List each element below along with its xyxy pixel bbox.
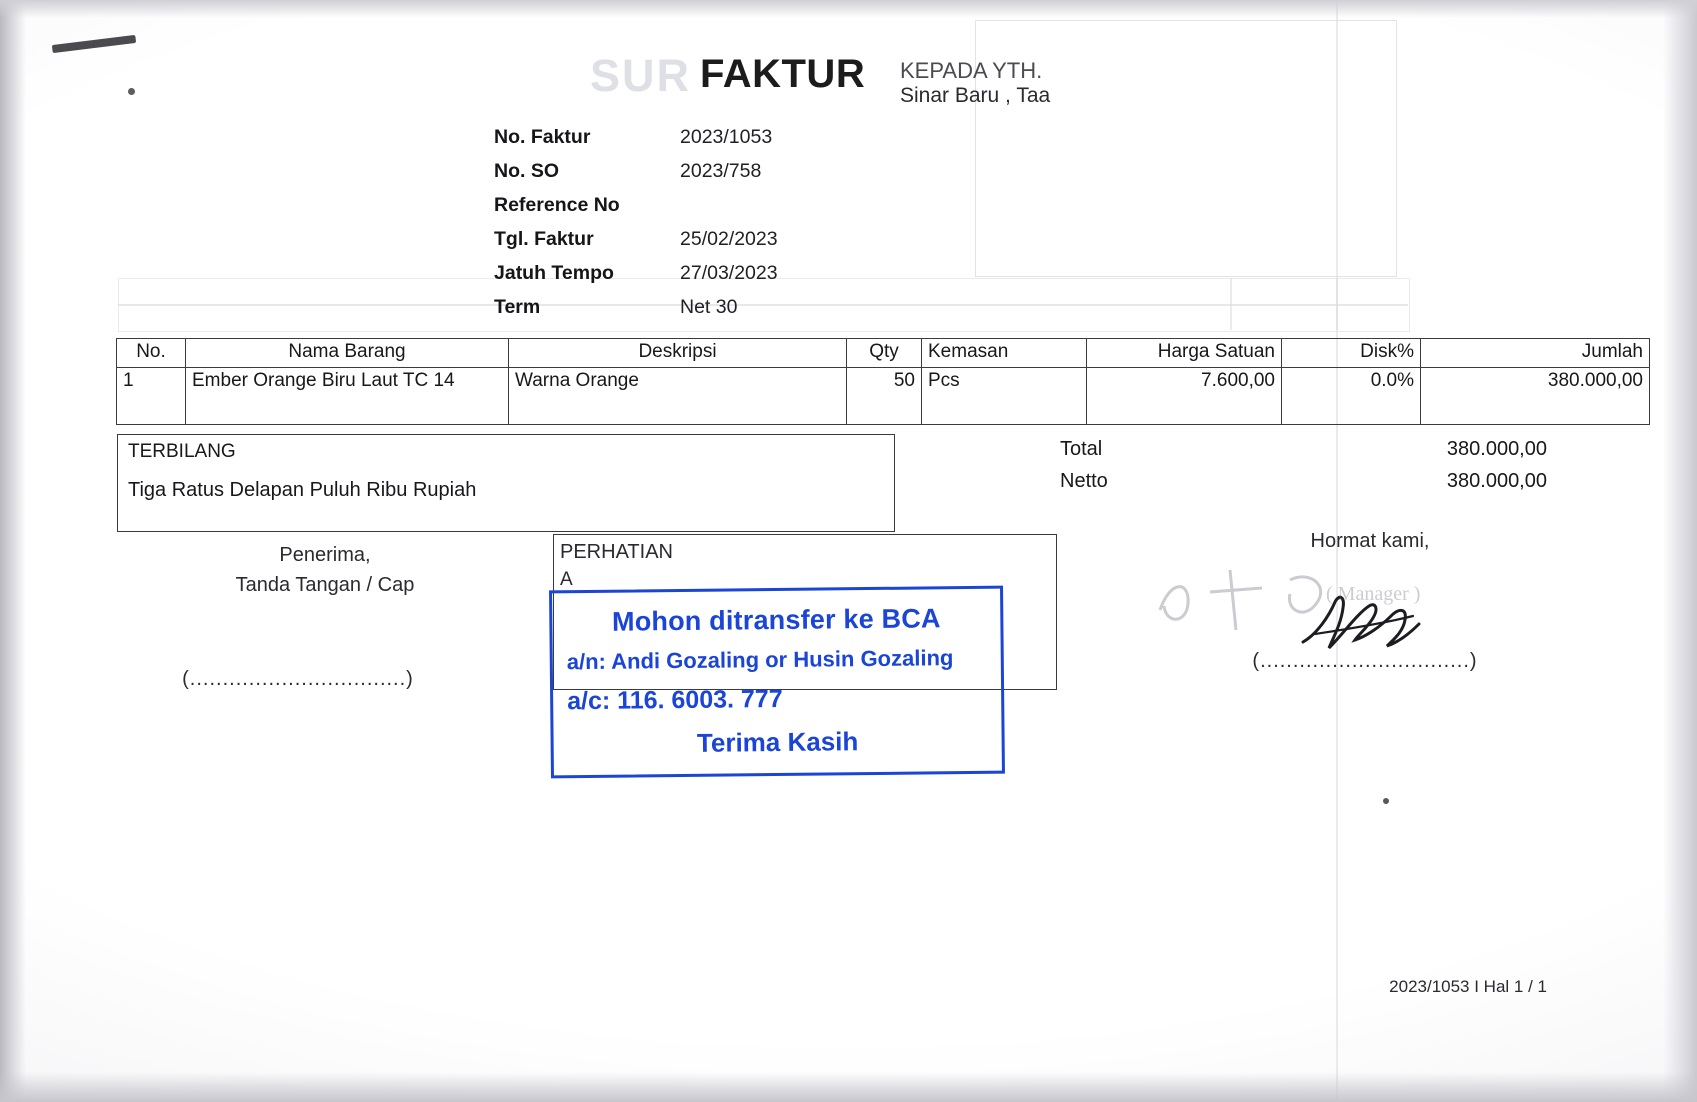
totals-row-total bbox=[1060, 438, 1547, 470]
hormat-signature-line: (................................) bbox=[1252, 650, 1478, 672]
stamp-line-3: a/c: 116. 6003. 777 bbox=[567, 684, 783, 716]
bleed-through-vline-1 bbox=[1230, 278, 1232, 330]
meta-row-term bbox=[494, 296, 778, 330]
meta-row-no-so bbox=[494, 160, 778, 194]
meta-value-no-faktur: 2023/1053 bbox=[680, 126, 773, 148]
col-header-disk: Disk% bbox=[1282, 339, 1421, 368]
page-edge-shadow-bottom bbox=[0, 1072, 1697, 1102]
totals-value-total: 380.000,00 bbox=[1446, 438, 1547, 460]
table-row bbox=[117, 368, 1650, 425]
penerima-block bbox=[175, 540, 475, 600]
cell-harga-satuan: 7.600,00 bbox=[1087, 368, 1282, 425]
page-title: FAKTUR bbox=[700, 52, 866, 96]
meta-row-no-faktur bbox=[494, 126, 778, 160]
page-edge-shadow-left bbox=[0, 0, 26, 1102]
cell-jumlah: 380.000,00 bbox=[1421, 368, 1650, 425]
cell-no: 1 bbox=[117, 368, 186, 425]
meta-label-reference-no: Reference No bbox=[494, 194, 620, 216]
penerima-line1: Penerima, bbox=[279, 544, 371, 566]
penerima-signature-line: (.................................) bbox=[182, 668, 414, 690]
stamp-line-2: a/n: Andi Gozaling or Husin Gozaling bbox=[566, 645, 954, 675]
cell-kemasan: Pcs bbox=[922, 368, 1087, 425]
hormat-kami-label: Hormat kami, bbox=[1310, 530, 1430, 552]
totals-block bbox=[1060, 438, 1547, 502]
penerima-line2: Tanda Tangan / Cap bbox=[235, 574, 415, 596]
bank-transfer-stamp bbox=[549, 586, 1005, 779]
line-items-table bbox=[116, 338, 1650, 425]
meta-label-jatuh-tempo: Jatuh Tempo bbox=[494, 262, 614, 284]
invoice-meta-block bbox=[494, 126, 778, 330]
page-footer-reference: 2023/1053 I Hal 1 / 1 bbox=[1389, 977, 1547, 996]
meta-value-tgl-faktur: 25/02/2023 bbox=[680, 228, 778, 250]
meta-row-reference-no bbox=[494, 194, 778, 228]
meta-row-jatuh-tempo bbox=[494, 262, 778, 296]
cell-qty: 50 bbox=[847, 368, 922, 425]
totals-label-netto: Netto bbox=[1060, 470, 1108, 492]
perhatian-label: PERHATIAN bbox=[560, 541, 673, 563]
col-header-no: No. bbox=[117, 339, 186, 368]
meta-value-term: Net 30 bbox=[680, 296, 738, 318]
page-edge-shadow-top bbox=[0, 0, 1697, 18]
cell-nama-barang: Ember Orange Biru Laut TC 14 bbox=[186, 368, 509, 425]
recipient-name: Sinar Baru , Taa bbox=[900, 84, 1051, 107]
handwritten-signature bbox=[1295, 590, 1425, 660]
perhatian-sub-label: A bbox=[560, 569, 573, 590]
col-header-harga-satuan: Harga Satuan bbox=[1087, 339, 1282, 368]
recipient-label: KEPADA YTH. bbox=[900, 58, 1043, 83]
meta-label-no-so: No. SO bbox=[494, 160, 560, 182]
ink-dot-mark bbox=[128, 88, 135, 95]
totals-row-netto bbox=[1060, 470, 1547, 502]
cell-deskripsi: Warna Orange bbox=[509, 368, 847, 425]
stamp-line-1: Mohon ditransfer ke BCA bbox=[611, 603, 941, 637]
totals-value-netto: 380.000,00 bbox=[1446, 470, 1547, 492]
col-header-qty: Qty bbox=[847, 339, 922, 368]
meta-row-tgl-faktur bbox=[494, 228, 778, 262]
col-header-nama-barang: Nama Barang bbox=[186, 339, 509, 368]
stamp-line-4: Terima Kasih bbox=[696, 726, 859, 758]
meta-label-tgl-faktur: Tgl. Faktur bbox=[494, 228, 594, 250]
table-header-row bbox=[117, 339, 1650, 368]
col-header-jumlah: Jumlah bbox=[1421, 339, 1650, 368]
cell-disk: 0.0% bbox=[1282, 368, 1421, 425]
col-header-deskripsi: Deskripsi bbox=[509, 339, 847, 368]
ink-dot-small bbox=[1383, 798, 1389, 804]
svg-text:( Manager ): ( Manager ) bbox=[1326, 583, 1421, 605]
meta-label-no-faktur: No. Faktur bbox=[494, 126, 591, 148]
meta-value-no-so: 2023/758 bbox=[680, 160, 762, 182]
meta-label-term: Term bbox=[494, 296, 541, 318]
terbilang-value: Tiga Ratus Delapan Puluh Ribu Rupiah bbox=[128, 479, 477, 501]
totals-label-total: Total bbox=[1060, 438, 1103, 460]
meta-value-jatuh-tempo: 27/03/2023 bbox=[680, 262, 778, 284]
terbilang-label: TERBILANG bbox=[128, 441, 236, 462]
terbilang-box bbox=[117, 434, 895, 532]
col-header-kemasan: Kemasan bbox=[922, 339, 1087, 368]
bleed-through-title: SUR bbox=[590, 50, 692, 101]
page-edge-shadow-right bbox=[1663, 0, 1697, 1102]
